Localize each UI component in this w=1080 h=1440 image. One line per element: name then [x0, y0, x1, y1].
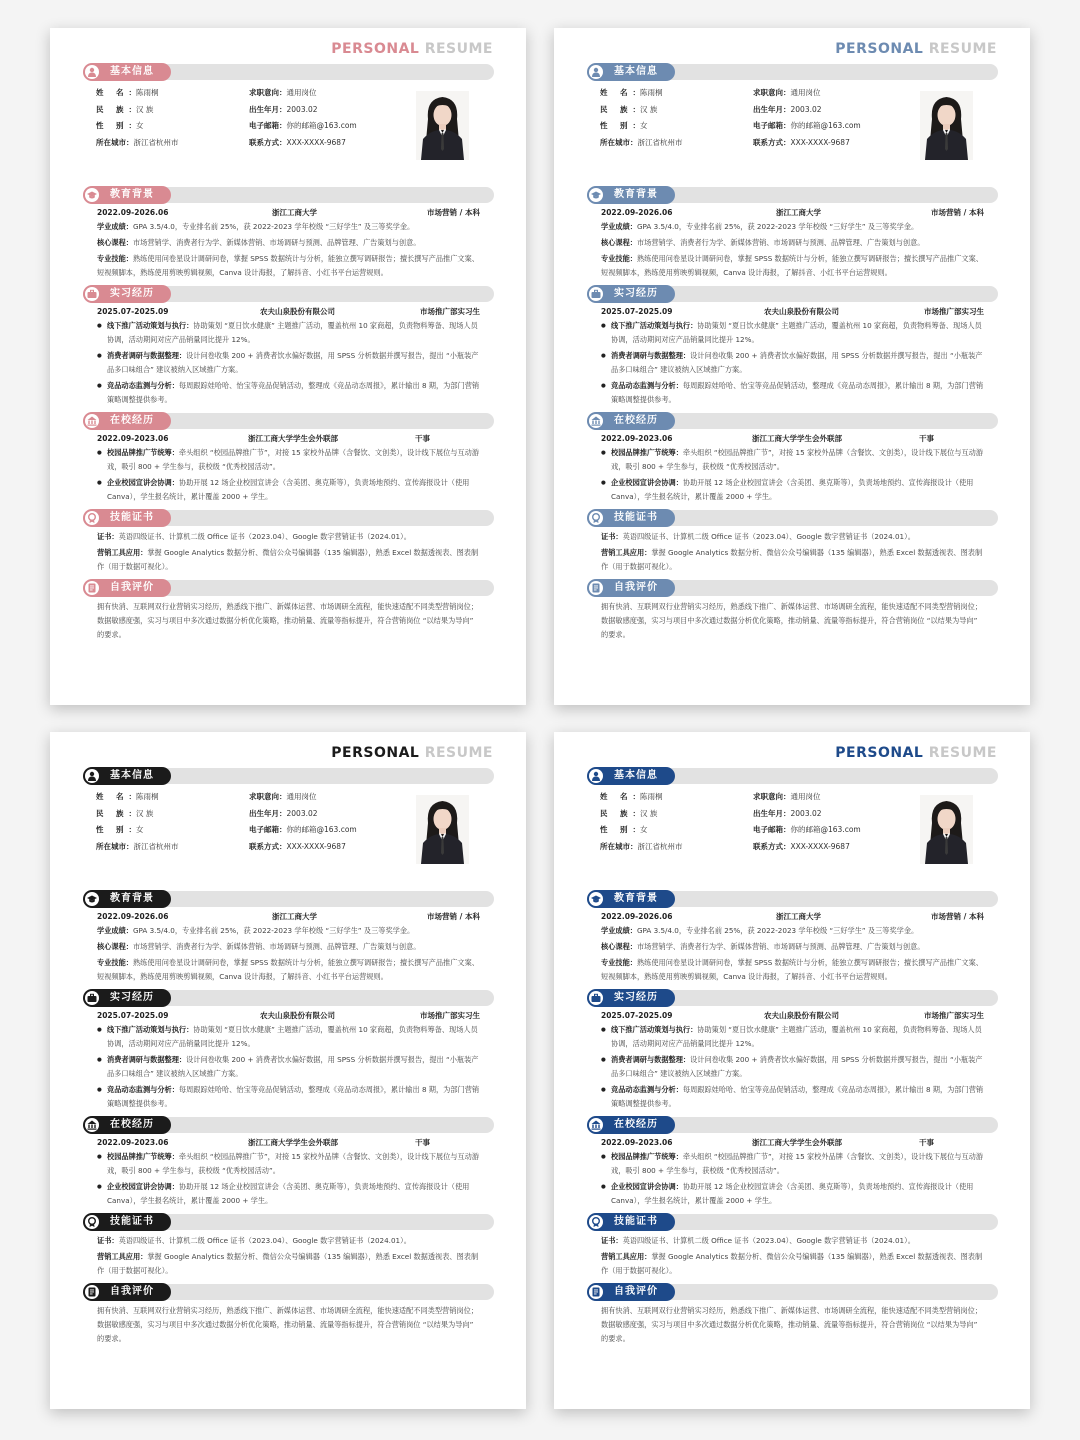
- person-icon: [589, 65, 603, 79]
- section-header-internship: [587, 989, 998, 1007]
- profile-photo: [920, 795, 973, 864]
- education-major: 市场营销 / 本科: [427, 912, 480, 921]
- name-row: 姓 名：陈雨桐: [96, 792, 159, 801]
- section-header-education: [587, 186, 998, 204]
- building-icon: [85, 1118, 99, 1132]
- internship-bullet: ● 竞品动态监测与分析：每周跟踪娃哈哈、怡宝等竞品促销活动，整理成《竞品动态周报》，累计输出 8 期，为部门营销策略调整提供参考。: [97, 1083, 480, 1111]
- gender-row: 性 别：女: [600, 121, 648, 130]
- section-title: 基本信息: [614, 770, 658, 781]
- birth-value: 2003.02: [790, 808, 822, 818]
- education-courses: 核心课程：市场营销学、消费者行为学、新媒体营销、市场调研与预测、品牌管理、广告策划与创意。: [97, 942, 421, 951]
- nation-value: 汉 族: [136, 808, 154, 818]
- section-header-campus: [83, 412, 494, 430]
- phone-row: 联系方式：XXX-XXXX-9687: [753, 841, 850, 851]
- section-title: 自我评价: [110, 582, 154, 593]
- resume-sheet-pink: [50, 28, 526, 705]
- section-header-self: [587, 579, 998, 597]
- nation-value: 汉 族: [640, 104, 658, 114]
- resume-title: [587, 40, 997, 58]
- section-title: 教育背景: [614, 893, 658, 904]
- internship-bullet: ● 竞品动态监测与分析：每周跟踪娃哈哈、怡宝等竞品促销活动，整理成《竞品动态周报》，累计输出 8 期，为部门营销策略调整提供参考。: [97, 379, 480, 407]
- graduation-cap-icon: [85, 188, 99, 202]
- gender-row: 性 别：女: [600, 825, 648, 834]
- resume-sheet-steel-blue: [554, 28, 1030, 705]
- section-header-internship: [83, 989, 494, 1007]
- phone-value: XXX-XXXX-9687: [286, 137, 346, 147]
- city-value: 浙江省杭州市: [133, 841, 179, 851]
- section-header-education: [83, 186, 494, 204]
- section-header-skills: [587, 509, 998, 527]
- education-date: 2022.09-2026.06: [97, 208, 169, 217]
- education-heading: [83, 206, 494, 219]
- basic-info: [83, 789, 494, 885]
- section-header-campus: [83, 1116, 494, 1134]
- education-courses: 核心课程：市场营销学、消费者行为学、新媒体营销、市场调研与预测、品牌管理、广告策划与创意。: [601, 942, 925, 951]
- campus-details: [587, 446, 998, 504]
- name-row: 姓 名：陈雨桐: [600, 88, 663, 97]
- intent-value: 通用岗位: [286, 792, 317, 801]
- campus-date: 2022.09-2023.06: [97, 434, 169, 443]
- section-title: 实习经历: [110, 288, 154, 299]
- education-courses: 核心课程：市场营销学、消费者行为学、新媒体营销、市场调研与预测、品牌管理、广告策划与创意。: [97, 238, 421, 247]
- education-major: 市场营销 / 本科: [427, 208, 480, 217]
- internship-bullet: ● 消费者调研与数据整理：设计问卷收集 200 + 消费者饮水偏好数据，用 SPSS 分析数据并撰写报告，提出 “小瓶装产品多口味组合” 建议被纳入区域推广方案。: [97, 1053, 480, 1081]
- phone-row: 联系方式：XXX-XXXX-9687: [249, 137, 346, 147]
- resume-title: [587, 744, 997, 762]
- section-title: 技能证书: [110, 512, 154, 523]
- education-school: 浙江工商大学: [272, 208, 317, 217]
- section-header-basic: [83, 63, 494, 81]
- section-title: 实习经历: [110, 992, 154, 1003]
- self-evaluation: 拥有快消、互联网双行业营销实习经历，熟悉线下推广、新媒体运营、市场调研全流程，能快速适配不同类型营销岗位；数据敏感度强，实习与项目中多次通过数据分析优化策略，推动销量、流量等指标提升，符合营销岗位 “以结果为导向” 的要求。: [97, 602, 478, 639]
- section-header-internship: [83, 285, 494, 303]
- building-icon: [589, 1118, 603, 1132]
- campus-bullet: ● 企业校园宣讲会协调：协助开展 12 场企业校园宣讲会（含美团、奥克斯等），负责场地预约、宣传海报设计（使用 Canva），学生报名统计，累计覆盖 2000 + 学生。: [601, 1180, 984, 1208]
- section-header-campus: [587, 1116, 998, 1134]
- section-header-basic: [83, 767, 494, 785]
- section-header-basic: [587, 63, 998, 81]
- campus-org: 浙江工商大学学生会外联部: [248, 434, 338, 443]
- gender-row: 性 别：女: [96, 121, 144, 130]
- gender-value: 女: [640, 121, 648, 130]
- education-score: 学业成绩：GPA 3.5/4.0，专业排名前 25%，获 2022-2023 学年校级 “三好学生” 及三等奖学金。: [97, 926, 415, 935]
- campus-details: [83, 446, 494, 504]
- phone-value: XXX-XXXX-9687: [286, 841, 346, 851]
- internship-date: 2025.07-2025.09: [601, 307, 673, 316]
- intent-row: 求职意向：通用岗位: [753, 88, 821, 97]
- section-header-basic: [587, 767, 998, 785]
- birth-value: 2003.02: [286, 808, 318, 818]
- person-icon: [589, 769, 603, 783]
- intent-row: 求职意向：通用岗位: [753, 792, 821, 801]
- internship-bullet: ● 线下推广活动策划与执行：协助策划 “夏日饮水健康” 主题推广活动，覆盖杭州 10 家商超，负责物料筹备、现场人员协调，活动期间对应产品销量同比提升 12%。: [601, 1023, 984, 1051]
- education-school: 浙江工商大学: [272, 912, 317, 921]
- education-date: 2022.09-2026.06: [97, 912, 169, 921]
- section-title: 教育背景: [110, 189, 154, 200]
- name-row: 姓 名：陈雨桐: [600, 792, 663, 801]
- section-title: 自我评价: [614, 582, 658, 593]
- internship-company: 农夫山泉股份有限公司: [764, 1011, 839, 1020]
- section-title: 基本信息: [614, 66, 658, 77]
- profile-photo: [416, 795, 469, 864]
- internship-bullet: ● 线下推广活动策划与执行：协助策划 “夏日饮水健康” 主题推广活动，覆盖杭州 10 家商超，负责物料筹备、现场人员协调，活动期间对应产品销量同比提升 12%。: [97, 1023, 480, 1051]
- self-evaluation: 拥有快消、互联网双行业营销实习经历，熟悉线下推广、新媒体运营、市场调研全流程，能快速适配不同类型营销岗位；数据敏感度强，实习与项目中多次通过数据分析优化策略，推动销量、流量等指标提升，符合营销岗位 “以结果为导向” 的要求。: [601, 1306, 982, 1343]
- campus-role: 干事: [415, 1138, 430, 1147]
- document-icon: [85, 1285, 99, 1299]
- campus-bullet: ● 企业校园宣讲会协调：协助开展 12 场企业校园宣讲会（含美团、奥克斯等），负责场地预约、宣传海报设计（使用 Canva），学生报名统计，累计覆盖 2000 + 学生。: [97, 1180, 480, 1208]
- city-row: 所在城市：浙江省杭州市: [600, 841, 683, 851]
- title-light: RESUME: [928, 41, 997, 57]
- education-heading: [587, 910, 998, 923]
- section-header-internship: [587, 285, 998, 303]
- internship-company: 农夫山泉股份有限公司: [764, 307, 839, 316]
- nation-row: 民 族：汉 族: [600, 808, 658, 818]
- intent-value: 通用岗位: [790, 792, 821, 801]
- birth-row: 出生年月：2003.02: [249, 808, 318, 818]
- campus-org: 浙江工商大学学生会外联部: [752, 1138, 842, 1147]
- email-row: 电子邮箱：你的邮箱@163.com: [249, 121, 357, 130]
- campus-bullet: ● 企业校园宣讲会协调：协助开展 12 场企业校园宣讲会（含美团、奥克斯等），负责场地预约、宣传海报设计（使用 Canva），学生报名统计，累计覆盖 2000 + 学生。: [97, 476, 480, 504]
- phone-row: 联系方式：XXX-XXXX-9687: [753, 137, 850, 147]
- section-title: 教育背景: [110, 893, 154, 904]
- skills-certs: 证书：英语四级证书、计算机二级 Office 证书（2023.04）、Google 数字营销证书（2024.01）。: [601, 532, 915, 541]
- campus-bullet: ● 企业校园宣讲会协调：协助开展 12 场企业校园宣讲会（含美团、奥克斯等），负责场地预约、宣传海报设计（使用 Canva），学生报名统计，累计覆盖 2000 + 学生。: [601, 476, 984, 504]
- skills-certs: 证书：英语四级证书、计算机二级 Office 证书（2023.04）、Google 数字营销证书（2024.01）。: [601, 1236, 915, 1245]
- document-icon: [589, 581, 603, 595]
- education-score: 学业成绩：GPA 3.5/4.0，专业排名前 25%，获 2022-2023 学年校级 “三好学生” 及三等奖学金。: [97, 222, 415, 231]
- campus-heading: [83, 1136, 494, 1149]
- campus-date: 2022.09-2023.06: [97, 1138, 169, 1147]
- resume-sheet-black: [50, 732, 526, 1409]
- internship-date: 2025.07-2025.09: [97, 1011, 169, 1020]
- city-value: 浙江省杭州市: [637, 841, 683, 851]
- campus-bullet: ● 校园品牌推广节统筹：牵头组织 “校园品牌推广节”，对接 15 家校外品牌（含餐饮、文创类），设计线下展位与互动游戏，吸引 800 + 学生参与，获校级 “优秀校园活动”。: [97, 1150, 480, 1178]
- name-value: 陈雨桐: [640, 792, 663, 801]
- intent-value: 通用岗位: [790, 88, 821, 97]
- campus-bullet: ● 校园品牌推广节统筹：牵头组织 “校园品牌推广节”，对接 15 家校外品牌（含餐饮、文创类），设计线下展位与互动游戏，吸引 800 + 学生参与，获校级 “优秀校园活动”。: [601, 446, 984, 474]
- section-title: 技能证书: [110, 1216, 154, 1227]
- title-strong: PERSONAL: [835, 745, 924, 761]
- section-title: 技能证书: [614, 512, 658, 523]
- city-row: 所在城市：浙江省杭州市: [96, 841, 179, 851]
- internship-heading: [83, 1009, 494, 1022]
- education-details: [83, 924, 494, 984]
- phone-row: 联系方式：XXX-XXXX-9687: [249, 841, 346, 851]
- section-title: 基本信息: [110, 770, 154, 781]
- skills-details: [83, 530, 494, 574]
- gender-row: 性 别：女: [96, 825, 144, 834]
- person-icon: [85, 65, 99, 79]
- internship-bullet: ● 消费者调研与数据整理：设计问卷收集 200 + 消费者饮水偏好数据，用 SPSS 分析数据并撰写报告，提出 “小瓶装产品多口味组合” 建议被纳入区域推广方案。: [601, 349, 984, 377]
- campus-org: 浙江工商大学学生会外联部: [752, 434, 842, 443]
- phone-value: XXX-XXXX-9687: [790, 137, 850, 147]
- birth-value: 2003.02: [286, 104, 318, 114]
- education-skills: 专业技能：熟练使用问卷星设计调研问卷，掌握 SPSS 数据统计与分析，能独立撰写调研报告；擅长撰写产品推广文案、短视频脚本，熟练使用剪映剪辑视频，Canva 设计海报，了解抖音、小红书平台运营规则。: [601, 958, 983, 981]
- title-strong: PERSONAL: [331, 745, 420, 761]
- nation-row: 民 族：汉 族: [96, 104, 154, 114]
- skills-details: [587, 1234, 998, 1278]
- graduation-cap-icon: [589, 188, 603, 202]
- education-details: [587, 220, 998, 280]
- education-score: 学业成绩：GPA 3.5/4.0，专业排名前 25%，获 2022-2023 学年校级 “三好学生” 及三等奖学金。: [601, 926, 919, 935]
- education-heading: [587, 206, 998, 219]
- section-header-education: [83, 890, 494, 908]
- resume-title: [83, 40, 493, 58]
- campus-details: [83, 1150, 494, 1208]
- title-light: RESUME: [928, 745, 997, 761]
- nation-row: 民 族：汉 族: [600, 104, 658, 114]
- section-title: 实习经历: [614, 992, 658, 1003]
- briefcase-icon: [85, 287, 99, 301]
- title-light: RESUME: [424, 745, 493, 761]
- campus-date: 2022.09-2023.06: [601, 1138, 673, 1147]
- campus-role: 干事: [919, 1138, 934, 1147]
- education-major: 市场营销 / 本科: [931, 912, 984, 921]
- award-icon: [589, 511, 603, 525]
- campus-heading: [83, 432, 494, 445]
- birth-row: 出生年月：2003.02: [249, 104, 318, 114]
- award-icon: [85, 511, 99, 525]
- city-value: 浙江省杭州市: [133, 137, 179, 147]
- section-title: 自我评价: [614, 1286, 658, 1297]
- section-title: 在校经历: [614, 1119, 658, 1130]
- document-icon: [589, 1285, 603, 1299]
- internship-details: [587, 319, 998, 407]
- nation-value: 汉 族: [136, 104, 154, 114]
- email-row: 电子邮箱：你的邮箱@163.com: [753, 825, 861, 834]
- intent-value: 通用岗位: [286, 88, 317, 97]
- campus-heading: [587, 432, 998, 445]
- internship-role: 市场推广部实习生: [924, 1011, 984, 1020]
- resume-sheet-navy: [554, 732, 1030, 1409]
- nation-value: 汉 族: [640, 808, 658, 818]
- education-major: 市场营销 / 本科: [931, 208, 984, 217]
- education-skills: 专业技能：熟练使用问卷星设计调研问卷，掌握 SPSS 数据统计与分析，能独立撰写调研报告；擅长撰写产品推广文案、短视频脚本，熟练使用剪映剪辑视频，Canva 设计海报，了解抖音、小红书平台运营规则。: [601, 254, 983, 277]
- education-details: [83, 220, 494, 280]
- skills-tools: 营销工具应用：掌握 Google Analytics 数据分析、微信公众号编辑器（135 编辑器），熟悉 Excel 数据透视表、图表制作（用于数据可视化）。: [601, 548, 983, 571]
- section-title: 实习经历: [614, 288, 658, 299]
- email-row: 电子邮箱：你的邮箱@163.com: [753, 121, 861, 130]
- education-school: 浙江工商大学: [776, 912, 821, 921]
- title-strong: PERSONAL: [331, 41, 420, 57]
- internship-heading: [587, 1009, 998, 1022]
- campus-org: 浙江工商大学学生会外联部: [248, 1138, 338, 1147]
- education-score: 学业成绩：GPA 3.5/4.0，专业排名前 25%，获 2022-2023 学年校级 “三好学生” 及三等奖学金。: [601, 222, 919, 231]
- section-header-skills: [587, 1213, 998, 1231]
- graduation-cap-icon: [85, 892, 99, 906]
- internship-details: [83, 1023, 494, 1111]
- education-heading: [83, 910, 494, 923]
- internship-bullet: ● 线下推广活动策划与执行：协助策划 “夏日饮水健康” 主题推广活动，覆盖杭州 10 家商超，负责物料筹备、现场人员协调，活动期间对应产品销量同比提升 12%。: [97, 319, 480, 347]
- name-value: 陈雨桐: [640, 88, 663, 97]
- title-light: RESUME: [424, 41, 493, 57]
- building-icon: [85, 414, 99, 428]
- internship-bullet: ● 竞品动态监测与分析：每周跟踪娃哈哈、怡宝等竞品促销活动，整理成《竞品动态周报》，累计输出 8 期，为部门营销策略调整提供参考。: [601, 379, 984, 407]
- gender-value: 女: [136, 121, 144, 130]
- internship-company: 农夫山泉股份有限公司: [260, 1011, 335, 1020]
- section-header-self: [587, 1283, 998, 1301]
- email-value: 你的邮箱@163.com: [286, 121, 357, 130]
- campus-bullet: ● 校园品牌推广节统筹：牵头组织 “校园品牌推广节”，对接 15 家校外品牌（含餐饮、文创类），设计线下展位与互动游戏，吸引 800 + 学生参与，获校级 “优秀校园活动”。: [97, 446, 480, 474]
- basic-info: [587, 789, 998, 885]
- internship-details: [587, 1023, 998, 1111]
- birth-row: 出生年月：2003.02: [753, 104, 822, 114]
- briefcase-icon: [589, 991, 603, 1005]
- internship-details: [83, 319, 494, 407]
- city-row: 所在城市：浙江省杭州市: [600, 137, 683, 147]
- building-icon: [589, 414, 603, 428]
- internship-role: 市场推广部实习生: [924, 307, 984, 316]
- section-title: 教育背景: [614, 189, 658, 200]
- section-title: 自我评价: [110, 1286, 154, 1297]
- name-row: 姓 名：陈雨桐: [96, 88, 159, 97]
- email-value: 你的邮箱@163.com: [286, 825, 357, 834]
- internship-company: 农夫山泉股份有限公司: [260, 307, 335, 316]
- section-header-skills: [83, 509, 494, 527]
- internship-role: 市场推广部实习生: [420, 307, 480, 316]
- section-title: 在校经历: [614, 415, 658, 426]
- resume-title: [83, 744, 493, 762]
- award-icon: [589, 1215, 603, 1229]
- education-skills: 专业技能：熟练使用问卷星设计调研问卷，掌握 SPSS 数据统计与分析，能独立撰写调研报告；擅长撰写产品推广文案、短视频脚本，熟练使用剪映剪辑视频，Canva 设计海报，了解抖音、小红书平台运营规则。: [97, 254, 479, 277]
- skills-tools: 营销工具应用：掌握 Google Analytics 数据分析、微信公众号编辑器（135 编辑器），熟悉 Excel 数据透视表、图表制作（用于数据可视化）。: [97, 1252, 479, 1275]
- document-icon: [85, 581, 99, 595]
- section-header-skills: [83, 1213, 494, 1231]
- basic-info: [587, 85, 998, 181]
- city-value: 浙江省杭州市: [637, 137, 683, 147]
- award-icon: [85, 1215, 99, 1229]
- profile-photo: [920, 91, 973, 160]
- internship-date: 2025.07-2025.09: [601, 1011, 673, 1020]
- phone-value: XXX-XXXX-9687: [790, 841, 850, 851]
- skills-certs: 证书：英语四级证书、计算机二级 Office 证书（2023.04）、Google 数字营销证书（2024.01）。: [97, 1236, 411, 1245]
- nation-row: 民 族：汉 族: [96, 808, 154, 818]
- internship-role: 市场推广部实习生: [420, 1011, 480, 1020]
- internship-date: 2025.07-2025.09: [97, 307, 169, 316]
- briefcase-icon: [85, 991, 99, 1005]
- campus-details: [587, 1150, 998, 1208]
- gender-value: 女: [136, 825, 144, 834]
- birth-row: 出生年月：2003.02: [753, 808, 822, 818]
- campus-role: 干事: [919, 434, 934, 443]
- city-row: 所在城市：浙江省杭州市: [96, 137, 179, 147]
- section-title: 技能证书: [614, 1216, 658, 1227]
- campus-date: 2022.09-2023.06: [601, 434, 673, 443]
- section-header-self: [83, 1283, 494, 1301]
- email-value: 你的邮箱@163.com: [790, 121, 861, 130]
- self-evaluation: 拥有快消、互联网双行业营销实习经历，熟悉线下推广、新媒体运营、市场调研全流程，能快速适配不同类型营销岗位；数据敏感度强，实习与项目中多次通过数据分析优化策略，推动销量、流量等指标提升，符合营销岗位 “以结果为导向” 的要求。: [601, 602, 982, 639]
- briefcase-icon: [589, 287, 603, 301]
- internship-bullet: ● 竞品动态监测与分析：每周跟踪娃哈哈、怡宝等竞品促销活动，整理成《竞品动态周报》，累计输出 8 期，为部门营销策略调整提供参考。: [601, 1083, 984, 1111]
- section-header-education: [587, 890, 998, 908]
- title-strong: PERSONAL: [835, 41, 924, 57]
- section-header-campus: [587, 412, 998, 430]
- profile-photo: [416, 91, 469, 160]
- skills-details: [587, 530, 998, 574]
- internship-heading: [587, 305, 998, 318]
- section-title: 在校经历: [110, 1119, 154, 1130]
- email-value: 你的邮箱@163.com: [790, 825, 861, 834]
- education-skills: 专业技能：熟练使用问卷星设计调研问卷，掌握 SPSS 数据统计与分析，能独立撰写调研报告；擅长撰写产品推广文案、短视频脚本，熟练使用剪映剪辑视频，Canva 设计海报，了解抖音、小红书平台运营规则。: [97, 958, 479, 981]
- skills-certs: 证书：英语四级证书、计算机二级 Office 证书（2023.04）、Google 数字营销证书（2024.01）。: [97, 532, 411, 541]
- education-courses: 核心课程：市场营销学、消费者行为学、新媒体营销、市场调研与预测、品牌管理、广告策划与创意。: [601, 238, 925, 247]
- intent-row: 求职意向：通用岗位: [249, 88, 317, 97]
- name-value: 陈雨桐: [136, 792, 159, 801]
- campus-role: 干事: [415, 434, 430, 443]
- internship-bullet: ● 线下推广活动策划与执行：协助策划 “夏日饮水健康” 主题推广活动，覆盖杭州 10 家商超，负责物料筹备、现场人员协调，活动期间对应产品销量同比提升 12%。: [601, 319, 984, 347]
- graduation-cap-icon: [589, 892, 603, 906]
- person-icon: [85, 769, 99, 783]
- gender-value: 女: [640, 825, 648, 834]
- campus-heading: [587, 1136, 998, 1149]
- internship-bullet: ● 消费者调研与数据整理：设计问卷收集 200 + 消费者饮水偏好数据，用 SPSS 分析数据并撰写报告，提出 “小瓶装产品多口味组合” 建议被纳入区域推广方案。: [97, 349, 480, 377]
- section-header-self: [83, 579, 494, 597]
- education-school: 浙江工商大学: [776, 208, 821, 217]
- self-evaluation: 拥有快消、互联网双行业营销实习经历，熟悉线下推广、新媒体运营、市场调研全流程，能快速适配不同类型营销岗位；数据敏感度强，实习与项目中多次通过数据分析优化策略，推动销量、流量等指标提升，符合营销岗位 “以结果为导向” 的要求。: [97, 1306, 478, 1343]
- skills-tools: 营销工具应用：掌握 Google Analytics 数据分析、微信公众号编辑器（135 编辑器），熟悉 Excel 数据透视表、图表制作（用于数据可视化）。: [601, 1252, 983, 1275]
- campus-bullet: ● 校园品牌推广节统筹：牵头组织 “校园品牌推广节”，对接 15 家校外品牌（含餐饮、文创类），设计线下展位与互动游戏，吸引 800 + 学生参与，获校级 “优秀校园活动”。: [601, 1150, 984, 1178]
- intent-row: 求职意向：通用岗位: [249, 792, 317, 801]
- birth-value: 2003.02: [790, 104, 822, 114]
- education-details: [587, 924, 998, 984]
- education-date: 2022.09-2026.06: [601, 208, 673, 217]
- section-title: 基本信息: [110, 66, 154, 77]
- skills-tools: 营销工具应用：掌握 Google Analytics 数据分析、微信公众号编辑器（135 编辑器），熟悉 Excel 数据透视表、图表制作（用于数据可视化）。: [97, 548, 479, 571]
- basic-info: [83, 85, 494, 181]
- internship-heading: [83, 305, 494, 318]
- email-row: 电子邮箱：你的邮箱@163.com: [249, 825, 357, 834]
- internship-bullet: ● 消费者调研与数据整理：设计问卷收集 200 + 消费者饮水偏好数据，用 SPSS 分析数据并撰写报告，提出 “小瓶装产品多口味组合” 建议被纳入区域推广方案。: [601, 1053, 984, 1081]
- skills-details: [83, 1234, 494, 1278]
- section-title: 在校经历: [110, 415, 154, 426]
- education-date: 2022.09-2026.06: [601, 912, 673, 921]
- name-value: 陈雨桐: [136, 88, 159, 97]
